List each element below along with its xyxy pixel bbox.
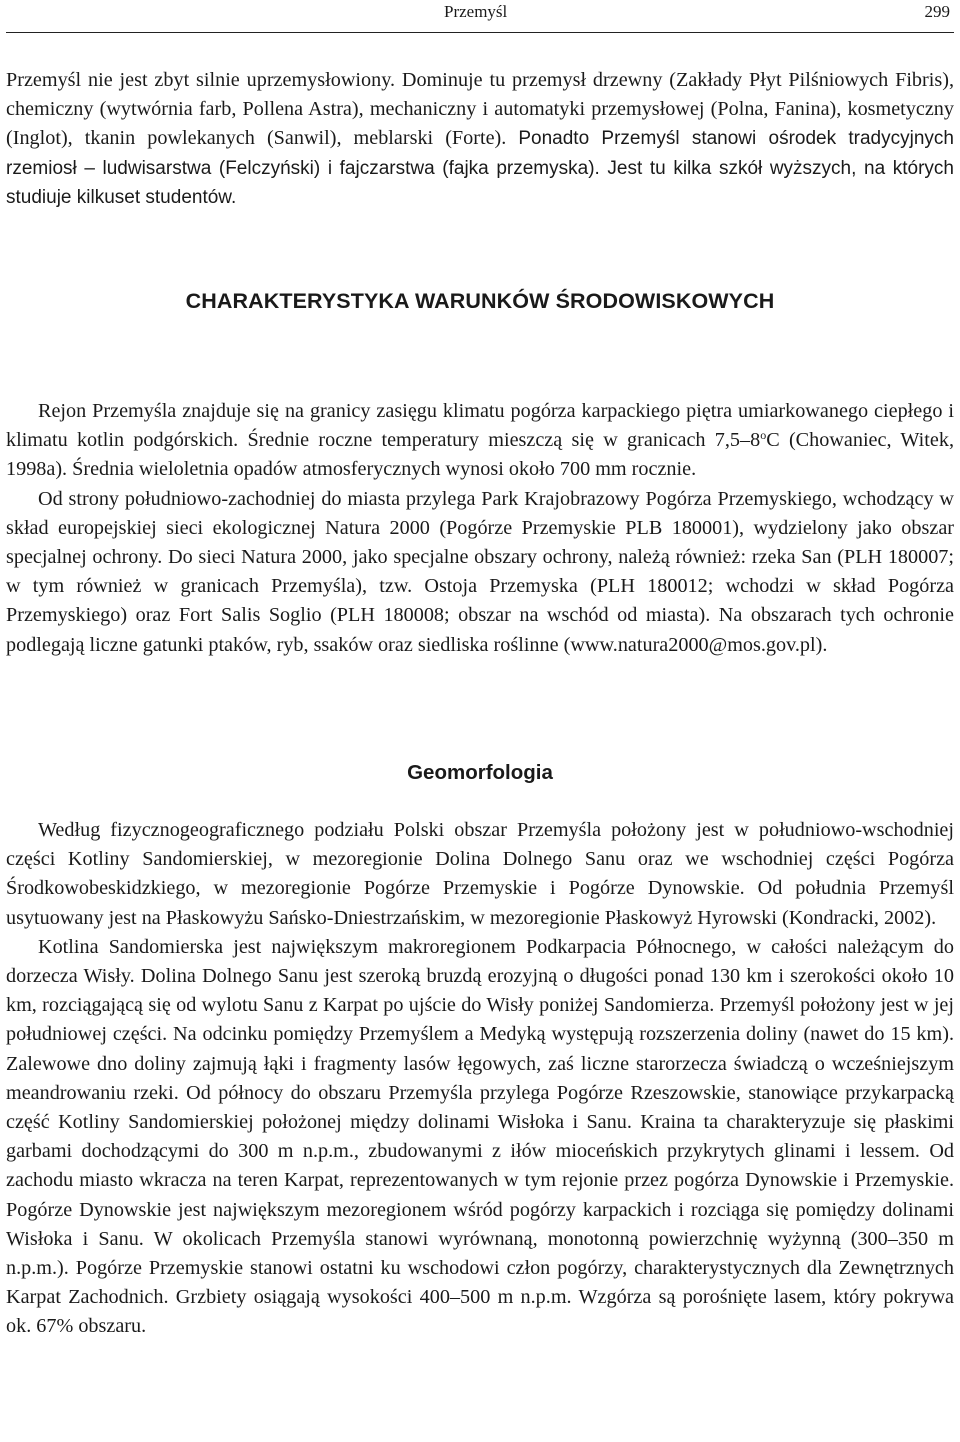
running-title: Przemyśl: [444, 2, 508, 21]
climate-paragraph: [6, 397, 954, 485]
geomorphology-block: [6, 816, 954, 1342]
natura-paragraph: Od strony południowo-zachodniej do miasta przylega Park Krajobrazowy Pogórza Przemyskiego, wchodzący w skład europejskiej sieci ekologicznej Natura 2000 (Pogórze Przemyskie PLB 180001), wydzielony jako obszar specjalnej ochrony. Do sieci Natura 2000, jako specjalne obszary ochrony, należą również: rzeka San (PLH 180007; w tym również w granicach Przemyśla), tzw. Ostoja Przemyska (PLH 180012; wchodzi w skład Pogórza Przemyskiego) oraz Fort Salis Soglio (PLH 180008; obszar na wschód od miasta). Na obszarach tych ochronie podlegają liczne gatunki ptaków, ryb, ssaków oraz siedliska roślinne (www.natura2000@mos.gov.pl).: [6, 487, 954, 656]
running-header: [6, 0, 954, 33]
section-heading-geomorphology: Geomorfologia: [407, 761, 553, 784]
intro-text-sans: Ponadto Przemyśl stanowi ośrodek tradycyjnych rzemiosł – ludwisarstwa (Felczyński) i fajczarstwa (fajka przemyska). Jest tu kilka szkół wyższych, na których studiuje kilkuset studentów.: [6, 128, 954, 208]
geomorphology-paragraph-1: Według fizycznogeograficznego podziału Polski obszar Przemyśla położony jest w południowo-wschodniej części Kotliny Sandomierskiej, w mezoregionie Dolina Dolnego Sanu oraz we wschodniej części Pogórza Środkowobeskidzkiego, w mezoregionie Pogórze Przemyskie i Pogórze Dynowskie. Od południa Przemyśl usytuowany jest na Płaskowyżu Sańsko-Dniestrzańskim, w mezoregionie Płaskowyż Hyrowski (Kondracki, 2002).: [6, 819, 954, 929]
geomorphology-paragraph-2: Kotlina Sandomierska jest największym makroregionem Podkarpacia Północnego, w całości należącym do dorzecza Wisły. Dolina Dolnego Sanu jest szeroką bruzdą erozyjną o długości ponad 130 km i szerokości około 10 km, rozciągającą się od wylotu Sanu z Karpat po ujście do Wisły poniżej Sandomierza. Przemyśl położony jest w jej południowej części. Na odcinku pomiędzy Przemyślem a Medyką występują rozszerzenia doliny (nawet do 15 km). Zalewowe dno doliny zajmują łąki i fragmenty lasów łęgowych, zaś liczne starorzecza świadczą o wcześniejszym meandrowaniu rzeki. Od północy do obszaru Przemyśla przylega Pogórze Rzeszowskie, stanowiące przykarpacką część Kotliny Sandomierskiej położonej między dolinami Wisłoka i Sanu. Kraina ta charakteryzuje się płaskimi garbami dochodzącymi do 300 m n.p.m., zbudowanymi z iłów mioceńskich przykrytych glinami i lessem. Od zachodu miasto wkracza na teren Karpat, reprezentowanych w tym rejonie przez pogórza Dynowskie i Przemyskie. Pogórze Dynowskie jest największym mezoregionem wśród pogórzy karpackich i rozciąga się pomiędzy dolinami Wisłoka i Sanu. W okolicach Przemyśla stanowi wyrównaną, monotonną powierzchnię wyżynną (300–350 m n.p.m.). Pogórze Przemyskie stanowi ostatni ku wschodowi człon pogórzy, charakterystycznych dla Zewnętrznych Karpat Zachodnich. Grzbiety osiągają wysokości 400–500 m n.p.m. Wzgórza są porośnięte lasem, który pokrywa ok. 67% obszaru.: [6, 935, 954, 1338]
degree-superscript: o: [760, 428, 767, 443]
intro-block: [6, 66, 954, 212]
climate-text-a: Rejon Przemyśla znajduje się na granicy zasięgu klimatu pogórza karpackiego piętra umiarkowanego ciepłego i klimatu kotlin podgórskich. Średnie roczne temperatury mieszczą się w granicach 7,5–8: [6, 400, 954, 452]
climate-text-b: C (Chowaniec, Witek, 1998a). Średnia wieloletnia opadów atmosferycznych wynosi około 700 mm rocznie.: [6, 429, 954, 481]
intro-text-serif: Przemyśl nie jest zbyt silnie uprzemysłowiony. Dominuje tu przemysł drzewny (Zakłady Płyt Pilśniowych Fibris), chemiczny (wytwórnia farb, Pollena Astra), mechaniczny i automatyki przemysłowej (Polna, Fanina), kosmetyczny (Inglot), tkanin powlekanych (Sanwil), meblarski (Forte).: [6, 69, 954, 150]
section-heading-environment: CHARAKTERYSTYKA WARUNKÓW ŚRODOWISKOWYCH: [185, 289, 775, 313]
intro-paragraph: [6, 66, 954, 212]
page-number: 299: [924, 2, 950, 21]
environment-block: [6, 397, 954, 660]
